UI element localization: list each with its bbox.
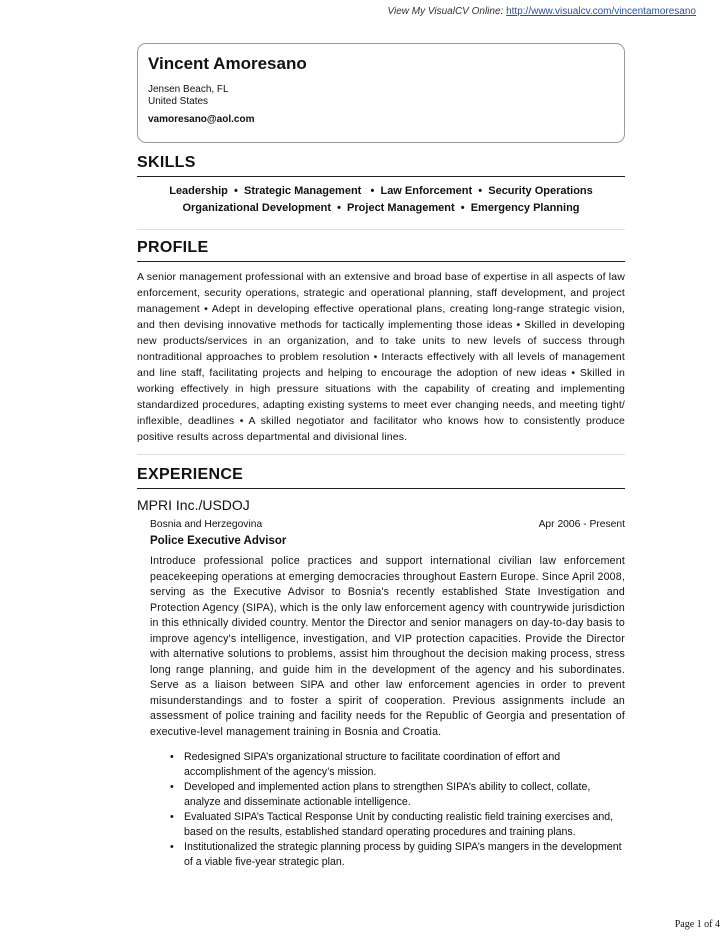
visualcv-banner bbox=[388, 6, 696, 17]
address-country: United States bbox=[148, 96, 209, 107]
skills-line-1: Leadership • Strategic Management • Law Enforcement • Security Operations bbox=[169, 185, 593, 197]
candidate-name: Vincent Amoresano bbox=[148, 54, 307, 73]
achievement-list bbox=[150, 750, 625, 869]
skills-line-2: Organizational Development • Project Management • Emergency Planning bbox=[182, 202, 580, 214]
contact-card bbox=[137, 43, 625, 143]
skills-heading: SKILLS bbox=[137, 154, 625, 177]
profile-divider bbox=[137, 445, 625, 455]
list-item: • Evaluated SIPA’s Tactical Response Unit by conducting realistic field training exercises and, based on the results, established standard operating procedures and training plans. bbox=[170, 810, 625, 839]
page-number: Page 1 of 4 bbox=[674, 919, 720, 930]
experience-section bbox=[137, 466, 625, 870]
job-entry bbox=[150, 518, 625, 869]
list-item: • Institutionalized the strategic planning process by guiding SIPA’s mangers in the development of a viable five-year strategic plan. bbox=[170, 840, 625, 869]
job-dates: Apr 2006 - Present bbox=[538, 519, 625, 530]
banner-prefix: View My VisualCV Online: bbox=[387, 6, 504, 17]
job-title: Police Executive Advisor bbox=[150, 535, 287, 547]
email-address[interactable]: vamoresano@aol.com bbox=[148, 114, 255, 125]
list-item: • Developed and implemented action plans to strengthen SIPA’s ability to collect, collate, analyze and disseminate actionable intelligence. bbox=[170, 780, 625, 809]
address-city: Jensen Beach, FL bbox=[148, 84, 229, 95]
list-item: • Redesigned SIPA’s organizational structure to facilitate coordination of effort and accomplishment of the agency’s mission. bbox=[170, 750, 625, 779]
experience-heading: EXPERIENCE bbox=[137, 466, 625, 489]
profile-heading: PROFILE bbox=[137, 239, 625, 262]
skills-list bbox=[137, 183, 625, 217]
job-meta bbox=[150, 518, 625, 532]
profile-section bbox=[137, 239, 625, 455]
skills-section bbox=[137, 154, 625, 230]
job-location: Bosnia and Herzegovina bbox=[150, 519, 263, 530]
company-name: MPRI Inc./USDOJ bbox=[137, 497, 250, 513]
visualcv-link[interactable]: http://www.visualcv.com/vincentamoresano bbox=[506, 6, 696, 17]
job-description: Introduce professional police practices and support international civilian law enforcement peacekeeping operations at emerging democracies throughout Eastern Europe. Since April 2008, serving as the Executive Advisor to Bosnia's recently established State Investigation and Protection Agency (SIPA), which is the only law enforcement agency with countrywide jurisdiction in this ethnically divided country. Mentor the Director and senior managers on day-to-day basis to improve agency's intelligence, investigation, and VIP protection capacities. Provide the Director with alternative solutions to problems, assist him throughout the decision making process, stress long range planning, and guide him in the development of the agency and his subordinates. Serve as a liaison between SIPA and other law enforcement agencies in order to prevent misunderstandings and to foster a spirit of cooperation. Previous assignments include an assessment of police training and facility needs for the Republic of Georgia and presentation of executive-level management training in Bosnia and Croatia. bbox=[150, 555, 625, 738]
skills-divider bbox=[137, 217, 625, 230]
profile-summary: A senior management professional with an extensive and broad base of expertise in all aspects of law enforcement, security operations, strategic and operational planning, staff development, and project management • Adept in developing effective operational plans, creating long-range strategic vision, and then devising innovative methods for tactically implementing those ideas • Skilled in developing new products/services in an organization, and to take units to new levels of success through nontraditional approaches to problem resolution • Interacts effectively with all levels of management and line staff, facilitating projects and helping to encourage the adoption of new ideas • Skilled in working effectively in high pressure situations with the capability of creating and implementing standardized procedures, adapting existing systems to meet ever changing needs, and meeting tight/ inflexible, deadlines • A skilled negotiator and facilitator who knows how to consistently produce positive results across departmental and divisional lines. bbox=[137, 271, 625, 443]
